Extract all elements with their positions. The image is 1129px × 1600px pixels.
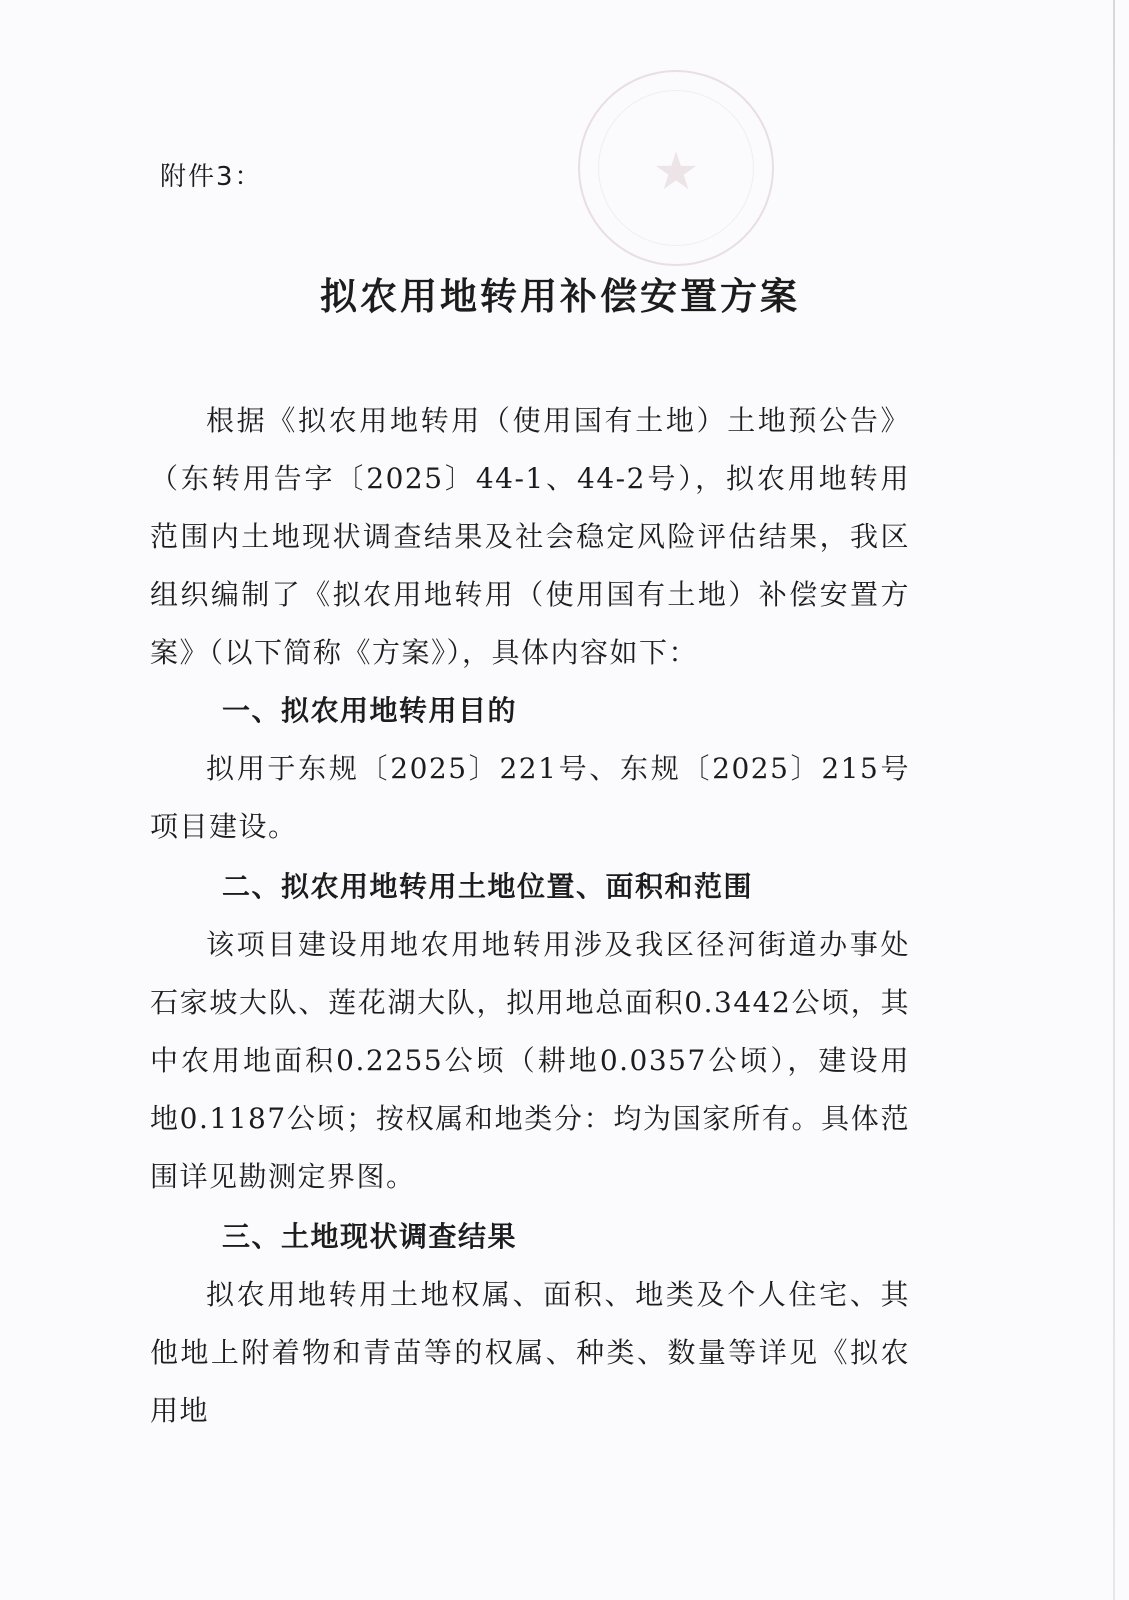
- document-title: 拟农用地转用补偿安置方案: [320, 275, 800, 318]
- attachment-label: 附件3：: [160, 162, 263, 192]
- seal-star-icon: ★: [652, 142, 700, 202]
- section-heading-purpose: 一、拟农用地转用目的: [222, 694, 518, 727]
- section-heading-location: 二、拟农用地转用土地位置、面积和范围: [222, 870, 754, 903]
- section-body-purpose: 拟用于东规〔2025〕221号、东规〔2025〕215号项目建设。: [150, 752, 910, 843]
- official-seal: [578, 70, 774, 266]
- intro-paragraph: 根据《拟农用地转用（使用国有土地）土地预公告》（东转用告字〔2025〕44-1、44-2号），拟农用地转用范围内土地现状调查结果及社会稳定风险评估结果，我区组织编制了《拟农用地转用（使用国有土地）补偿安置方案》（以下简称《方案》），具体内容如下：: [150, 404, 910, 669]
- section-body-survey: 拟农用地转用土地权属、面积、地类及个人住宅、其他地上附着物和青苗等的权属、种类、数量等详见《拟农用地: [150, 1278, 910, 1427]
- document-body: [150, 392, 910, 1440]
- section-heading-survey: 三、土地现状调查结果: [222, 1220, 518, 1253]
- page-edge: [1113, 0, 1115, 1600]
- section-body-location: 该项目建设用地农用地转用涉及我区径河街道办事处石家坡大队、莲花湖大队，拟用地总面积0.3442公顷，其中农用地面积0.2255公顷（耕地0.0357公顷），建设用地0.1187公顷；按权属和地类分：均为国家所有。具体范围详见勘测定界图。: [150, 928, 910, 1193]
